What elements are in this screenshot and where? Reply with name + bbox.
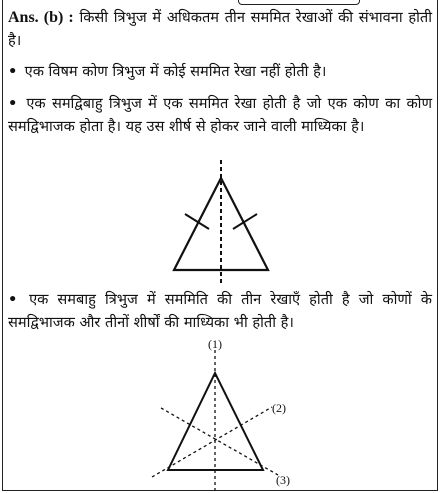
isosceles-triangle-figure [174,160,268,284]
label-2: (2) [272,401,286,415]
bullet-icon: • [8,291,18,308]
answer-text: किसी त्रिभुज में अधिकतम तीन सममित रेखाओं की संभावना होती है। [8,9,433,49]
answer-label: Ans. (b) : [8,9,74,26]
point-text: एक विषम कोण त्रिभुज में कोई सममित रेखा नहीं होती है। [24,63,327,80]
label-3: (3) [276,473,290,487]
point-equilateral [8,288,432,334]
point-text: एक समद्विबाहु त्रिभुज में एक सममित रेखा होती है जो एक कोण का कोण समद्विभाजक होता है। यह उस शीर्ष से होकर जाने वाली माध्यिका है। [8,95,433,135]
label-1: (1) [208,337,222,351]
symmetry-line-3 [161,408,278,475]
equilateral-triangle-figure [152,337,290,493]
symmetry-line-2 [152,407,272,477]
bullet-icon: • [8,63,18,80]
bullet-icon: • [8,95,18,112]
point-text: एक समबाहु त्रिभुज में सममिति की तीन रेखाएँ होती है जो कोणों के समद्विभाजक और तीनों शीर्षों की माध्यिका भी होती है। [8,291,432,331]
